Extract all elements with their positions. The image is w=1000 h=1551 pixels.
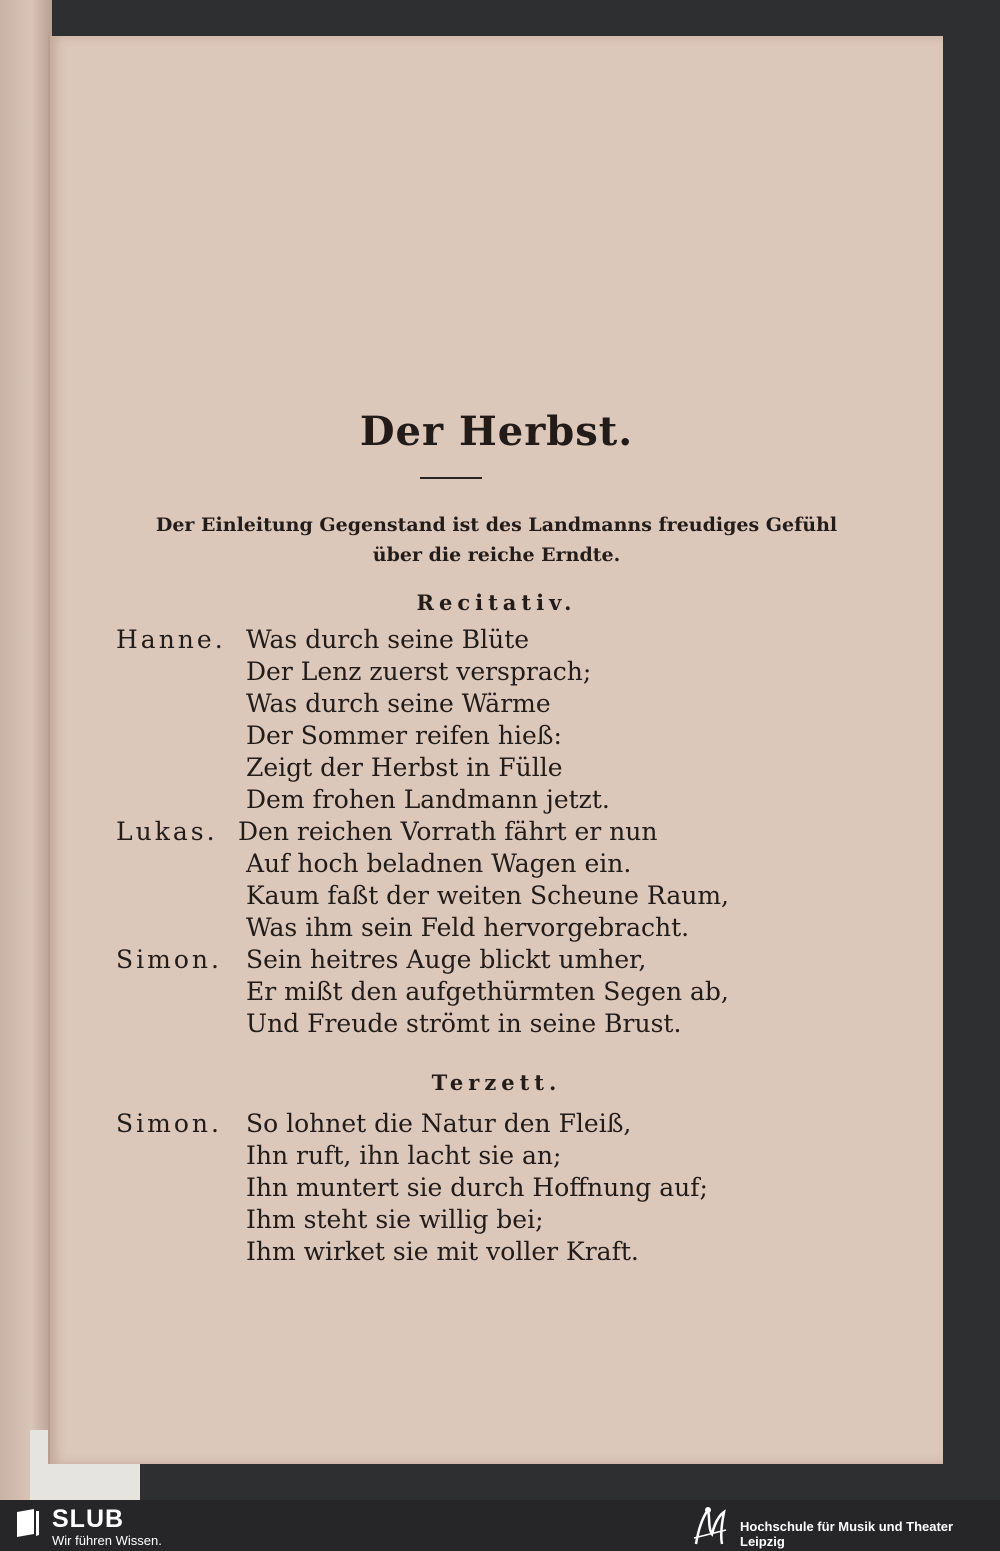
- section-heading-recitativ: Recitativ.: [416, 590, 577, 615]
- verse-line: Ihn ruft, ihn lacht sie an;: [246, 1141, 562, 1170]
- slub-logo-text[interactable]: SLUB: [52, 1505, 125, 1533]
- footer-bar: [0, 1500, 1000, 1551]
- verse-line: Zeigt der Herbst in Fülle: [246, 753, 563, 782]
- speaker-name: Simon.: [116, 1109, 222, 1138]
- verse-line: So lohnet die Natur den Fleiß,: [246, 1109, 632, 1138]
- title-rule: [420, 477, 482, 479]
- verse-line: Ihn muntert sie durch Hoffnung auf;: [246, 1173, 708, 1202]
- verse-line: Und Freude strömt in seine Brust.: [246, 1009, 682, 1038]
- verse-line: Ihm wirket sie mit voller Kraft.: [246, 1237, 639, 1266]
- verse-line: Der Sommer reifen hieß:: [246, 721, 562, 750]
- verse-line: Er mißt den aufgethürmten Segen ab,: [246, 977, 729, 1006]
- verse-line: Ihm steht sie willig bei;: [246, 1205, 544, 1234]
- verse-line: Auf hoch beladnen Wagen ein.: [246, 849, 632, 878]
- book-page: [50, 36, 943, 1464]
- intro-line: über die reiche Erndte.: [372, 544, 621, 566]
- page-title: Der Herbst.: [359, 408, 634, 455]
- verse-line: Sein heitres Auge blickt umher,: [246, 945, 647, 974]
- section-heading-terzett: Terzett.: [431, 1070, 562, 1095]
- verse-line: Was ihm sein Feld hervorgebracht.: [246, 913, 690, 942]
- verse-line: Was durch seine Wärme: [246, 689, 551, 718]
- speaker-name: Hanne.: [116, 625, 226, 654]
- verse-line: Den reichen Vorrath fährt er nun: [238, 817, 658, 846]
- verse-line: Kaum faßt der weiten Scheune Raum,: [246, 881, 729, 910]
- speaker-name: Lukas.: [116, 817, 218, 846]
- verse-line: Der Lenz zuerst versprach;: [246, 657, 592, 686]
- slub-book-icon: [14, 1508, 40, 1538]
- intro-line: Der Einleitung Gegenstand ist des Landmanns freudiges Gefühl: [155, 514, 838, 536]
- hmt-logo-icon: [690, 1504, 730, 1548]
- previous-page-edge: [0, 0, 52, 1500]
- speaker-name: Simon.: [116, 945, 222, 974]
- verse-line: Was durch seine Blüte: [246, 625, 530, 654]
- institution-name[interactable]: Hochschule für Musik und Theater Leipzig: [740, 1519, 954, 1549]
- intro-text: [50, 510, 943, 570]
- verse-line: Dem frohen Landmann jetzt.: [246, 785, 610, 814]
- slub-tagline: Wir führen Wissen.: [52, 1533, 162, 1548]
